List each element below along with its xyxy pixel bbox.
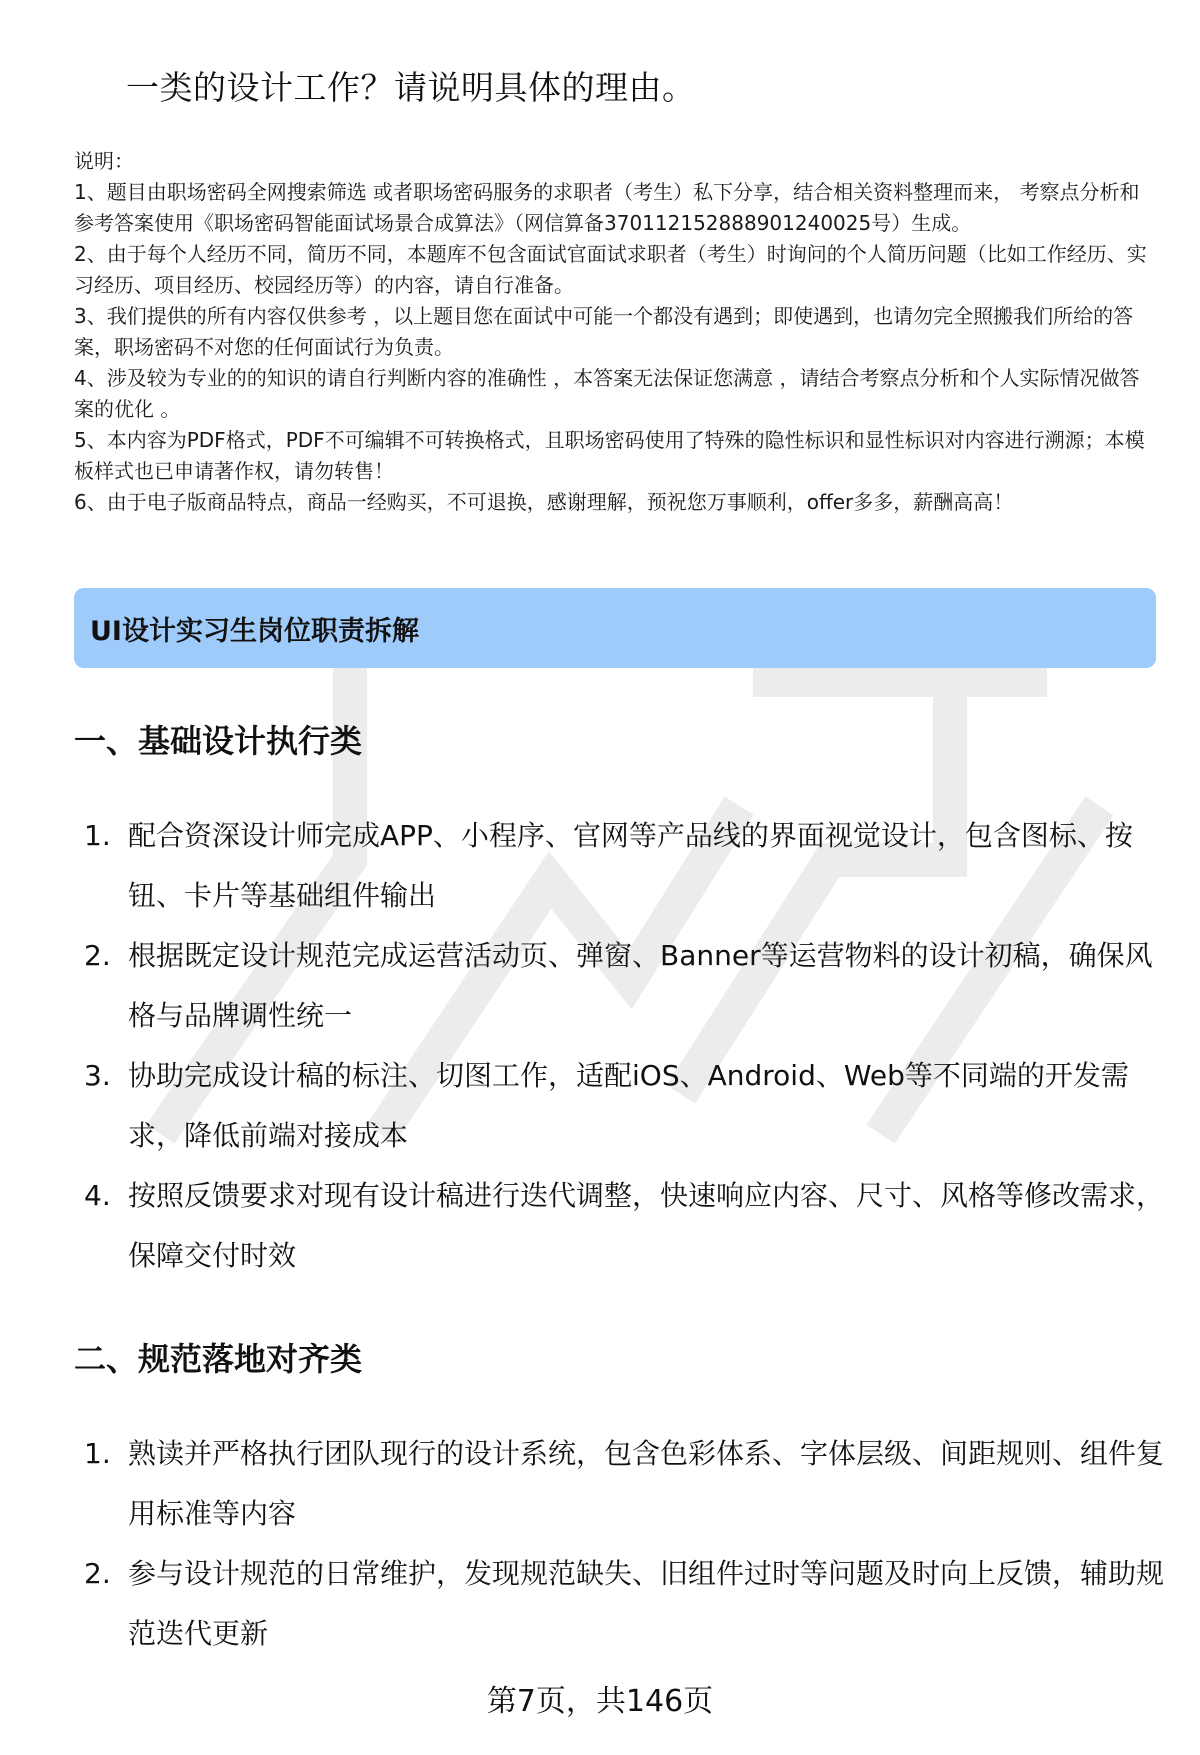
- note-item: 2、由于每个人经历不同，简历不同，本题库不包含面试官面试求职者（考生）时询问的个人简历问题（比如工作经历、实习经历、项目经历、校园经历等）的内容，请自行准备。: [74, 242, 1147, 297]
- duty-list: [84, 1424, 1164, 1664]
- list-number: 4.: [84, 1179, 111, 1212]
- note-item: 5、本内容为PDF格式，PDF不可编辑不可转换格式，且职场密码使用了特殊的隐性标识和显性标识对内容进行溯源；本模板样式也已申请著作权，请勿转售！: [74, 428, 1145, 483]
- note-item: 3、我们提供的所有内容仅供参考 ，以上题目您在面试中可能一个都没有遇到；即使遇到，也请勿完全照搬我们所给的答案，职场密码不对您的任何面试行为负责。: [74, 304, 1134, 359]
- list-text: 参与设计规范的日常维护，发现规范缺失、旧组件过时等问题及时向上反馈，辅助规范迭代更新: [128, 1557, 1165, 1650]
- notes-title: 说明：: [74, 149, 134, 173]
- page-number: 第7页，共146页: [486, 1684, 714, 1719]
- note-item: 4、涉及较为专业的的知识的请自行判断内容的准确性 ，本答案无法保证您满意 ，请结合考察点分析和个人实际情况做答案的优化 。: [74, 366, 1140, 421]
- list-number: 3.: [84, 1059, 111, 1092]
- section-heading: 二、规范落地对齐类: [74, 1340, 363, 1378]
- list-text: 根据既定设计规范完成运营活动页、弹窗、Banner等运营物料的设计初稿，确保风格与品牌调性统一: [128, 939, 1153, 1032]
- note-item: 1、题目由职场密码全网搜索筛选 或者职场密码服务的求职者（考生）私下分享，结合相关资料整理而来， 考察点分析和参考答案使用《职场密码智能面试场景合成算法》（网信算备370112152888901240025号）生成。: [74, 180, 1140, 235]
- list-number: 1.: [84, 819, 111, 852]
- list-item: [84, 806, 1164, 926]
- note-item: 6、由于电子版商品特点，商品一经购买，不可退换，感谢理解，预祝您万事顺利，offer多多，薪酬高高！: [74, 490, 1014, 514]
- list-number: 2.: [84, 939, 111, 972]
- disclaimer-notes: [74, 146, 1156, 518]
- section-banner: [74, 588, 1156, 668]
- section-heading: 一、基础设计执行类: [74, 722, 363, 760]
- list-text: 按照反馈要求对现有设计稿进行迭代调整，快速响应内容、尺寸、风格等修改需求，保障交付时效: [128, 1179, 1165, 1272]
- list-text: 协助完成设计稿的标注、切图工作，适配iOS、Android、Web等不同端的开发需求，降低前端对接成本: [128, 1059, 1129, 1152]
- list-text: 配合资深设计师完成APP、小程序、官网等产品线的界面视觉设计，包含图标、按钮、卡片等基础组件输出: [128, 819, 1133, 912]
- list-text: 熟读并严格执行团队现行的设计系统，包含色彩体系、字体层级、间距规则、组件复用标准等内容: [128, 1437, 1165, 1530]
- duty-list: [84, 806, 1164, 1286]
- list-item: [84, 1424, 1164, 1544]
- list-item: [84, 926, 1164, 1046]
- list-number: 1.: [84, 1437, 111, 1470]
- question-continuation: 一类的设计工作？请说明具体的理由。: [126, 68, 696, 107]
- list-item: [84, 1544, 1164, 1664]
- list-item: [84, 1046, 1164, 1166]
- list-item: [84, 1166, 1164, 1286]
- banner-title: UI设计实习生岗位职责拆解: [90, 615, 419, 647]
- list-number: 2.: [84, 1557, 111, 1590]
